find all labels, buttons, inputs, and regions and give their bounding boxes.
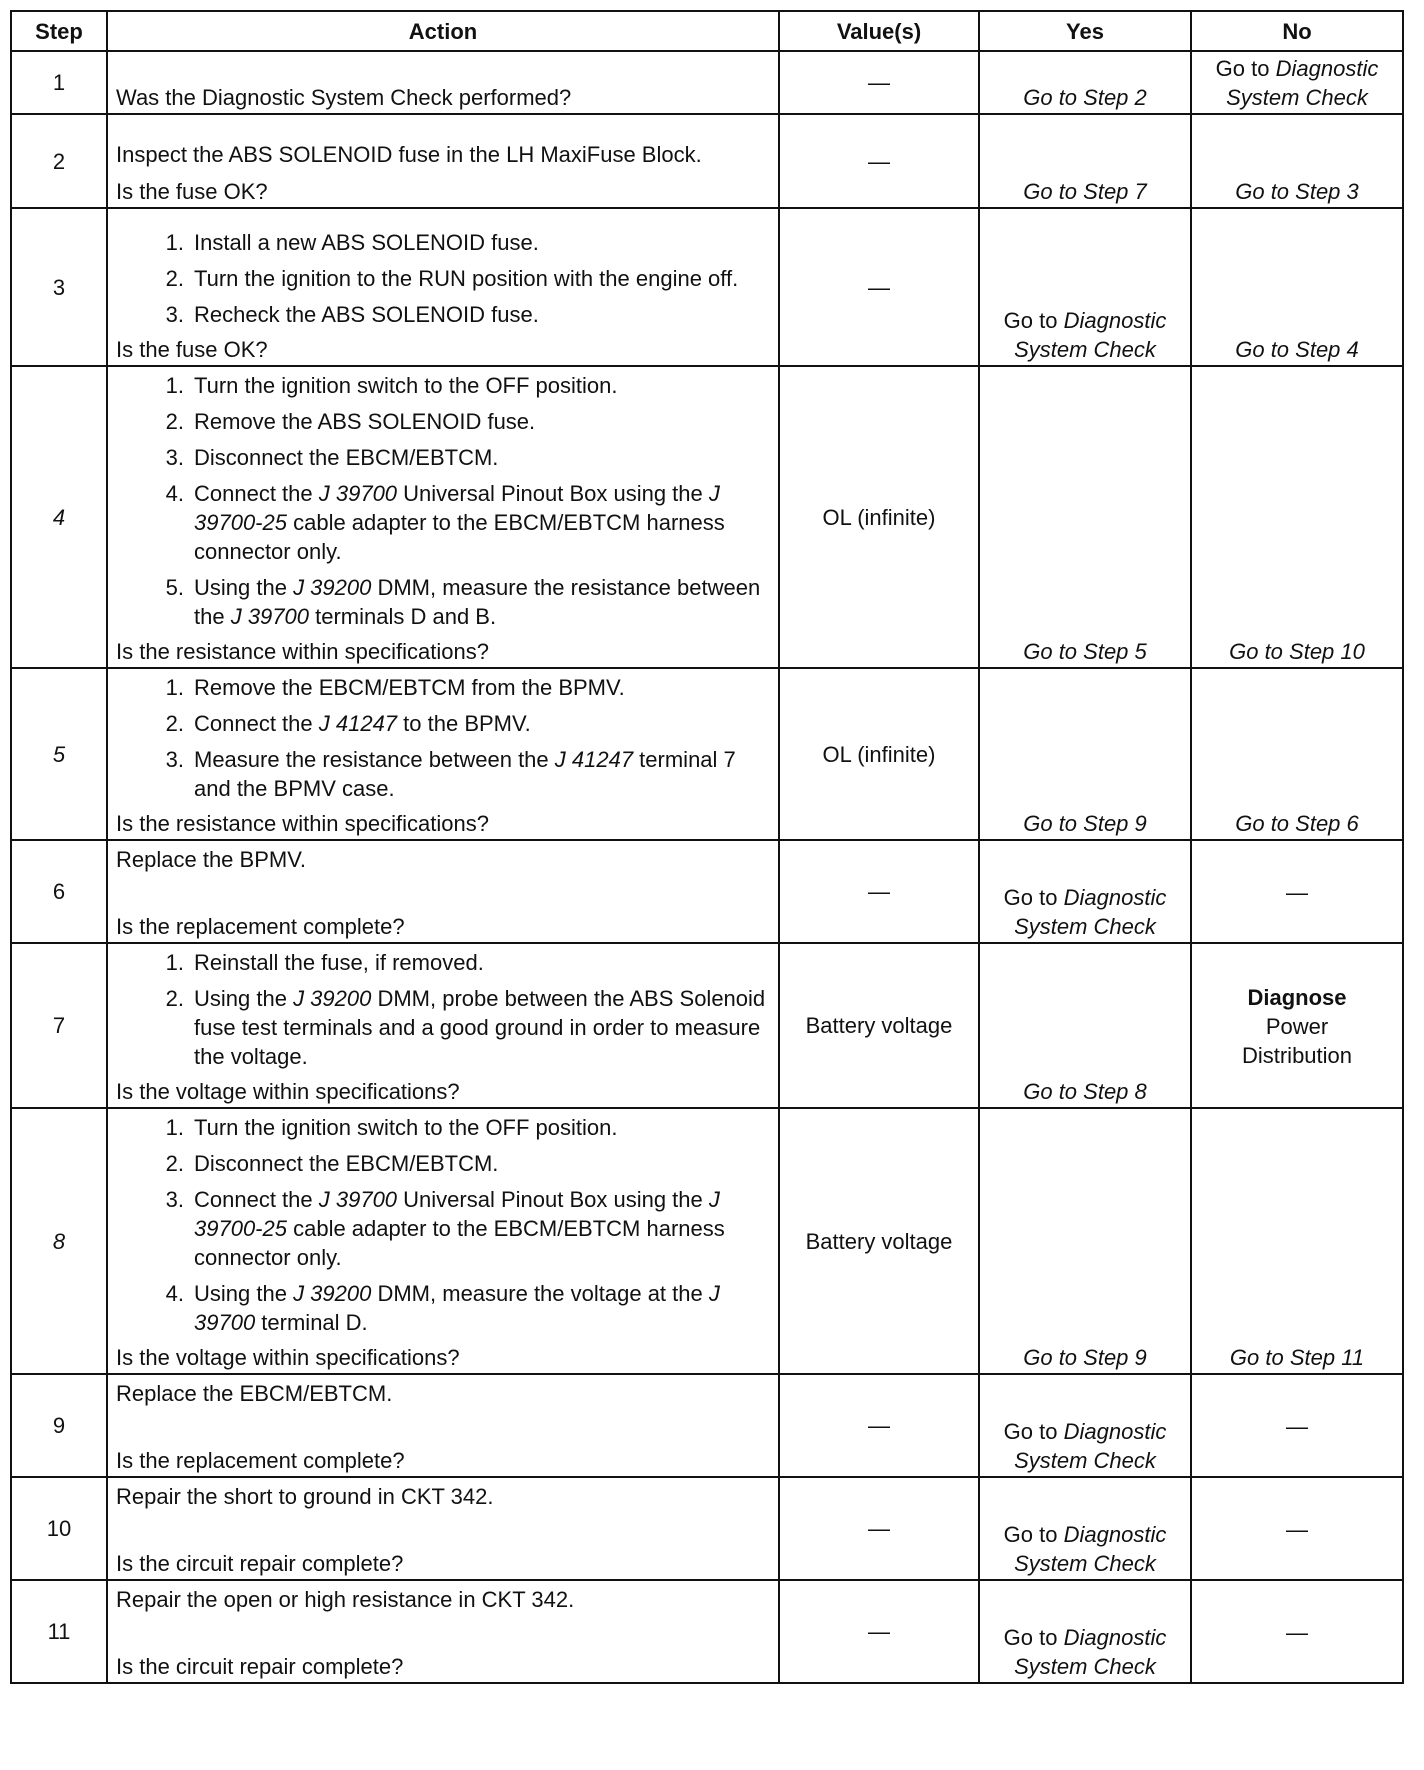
action-step-text [194,948,484,977]
yes-cell [979,114,1191,208]
no-cell [1191,114,1403,208]
action-step-item [142,948,770,977]
no-dash: — [1286,1619,1308,1645]
action-text-run: Disconnect the EBCM/EBTCM. [194,445,499,470]
action-step-item [142,300,770,329]
yes-cell [979,1374,1191,1477]
table-row [11,840,1403,943]
action-step-text [194,407,535,436]
action-question: Is the resistance within specifications? [116,811,489,836]
action-step-text [194,745,770,803]
table-row [11,1108,1403,1374]
no-cell [1191,1580,1403,1683]
action-step-number: 2. [165,409,184,434]
value-cell: Battery voltage [779,1108,979,1374]
action-step-text [194,228,539,257]
value-cell: — [779,1477,979,1580]
action-step-item [142,1113,770,1142]
header-row [11,11,1403,51]
action-text-run: Turn the ignition to the RUN position with the engine off. [194,266,739,291]
no-cell [1191,840,1403,943]
action-intro: Repair the short to ground in CKT 342. [116,1484,494,1509]
step-number: 6 [11,840,107,943]
action-step-item [142,1279,770,1337]
yes-go-to-step: Go to Step 9 [1023,1345,1147,1370]
action-question: Is the resistance within specifications? [116,639,489,664]
step-number: 4 [11,366,107,668]
no-cell [1191,1477,1403,1580]
action-step-text [194,984,770,1071]
action-step-item [142,264,770,293]
yes-nav-line [988,306,1182,335]
action-step-text [194,443,498,472]
action-step-number: 1. [165,1115,184,1140]
yes-go-to-step: Go to Step 7 [1023,179,1147,204]
nav-target-line2: System Check [1014,1448,1156,1473]
action-step-number: 1. [165,230,184,255]
action-text-run: Using the [194,575,294,600]
action-text-run: terminals D and B. [309,604,497,629]
no-dash: — [1286,879,1308,905]
no-instruction-line: Power [1265,1013,1329,1039]
tool-reference: J 39700-25 [194,481,720,535]
value-cell: — [779,1580,979,1683]
action-cell [107,1374,779,1477]
tool-reference: J 39700-25 [194,1187,720,1241]
action-step-item [142,745,770,803]
nav-prefix: Go to [1003,1625,1058,1650]
tool-reference: J 39200 [293,986,372,1011]
action-step-item [142,1185,770,1272]
table-row [11,943,1403,1108]
action-step-number: 1. [165,675,184,700]
nav-target-line2: System Check [1014,1551,1156,1576]
yes-go-to-step: Go to Step 8 [1023,1079,1147,1104]
action-step-text [194,300,539,329]
action-step-number: 3. [165,445,184,470]
action-question: Is the replacement complete? [116,1448,405,1473]
yes-nav-line [988,1417,1182,1446]
no-go-to-step: Go to Step 11 [1229,1345,1365,1370]
action-text-run: terminal D. [255,1310,368,1335]
action-steps-list [116,673,770,803]
action-step-item [142,673,770,702]
action-step-number: 2. [165,711,184,736]
step-number: 1 [11,51,107,114]
action-step-item [142,371,770,400]
step-number: 8 [11,1108,107,1374]
yes-go-to-step: Go to Step 5 [1023,639,1147,664]
yes-cell [979,943,1191,1108]
action-step-number: 3. [165,747,184,772]
nav-target: Diagnostic [1063,1522,1167,1547]
value-cell: — [779,51,979,114]
action-steps-list [116,948,770,1071]
yes-go-to-step: Go to Step 9 [1023,811,1147,836]
action-text-run: Disconnect the EBCM/EBTCM. [194,1151,499,1176]
yes-nav-line [988,883,1182,912]
no-cell [1191,1108,1403,1374]
value-cell: OL (infinite) [779,366,979,668]
action-step-text [194,1149,498,1178]
action-intro: Replace the BPMV. [116,847,306,872]
action-text-run: Universal Pinout Box using the [397,1187,709,1212]
action-steps-list [116,371,770,631]
tool-reference: J 39700 [230,604,309,629]
action-text-run: terminal 7 and the BPMV case. [194,747,736,801]
value-cell: OL (infinite) [779,668,979,840]
header-yes: Yes [979,11,1191,51]
action-text-run: Remove the ABS SOLENOID fuse. [194,409,536,434]
action-text-run: to the BPMV. [397,711,531,736]
table-row [11,51,1403,114]
yes-go-to-step: Go to Step 2 [1023,85,1147,110]
tool-reference: J 39700 [318,1187,398,1212]
table-body [11,51,1403,1683]
action-question: Is the voltage within specifications? [116,1079,460,1104]
no-dash: — [1286,1516,1308,1542]
action-step-number: 2. [165,1151,184,1176]
action-question: Is the circuit repair complete? [116,1654,404,1679]
action-text-run: Connect the [194,1187,319,1212]
action-steps-list [116,1113,770,1337]
action-cell [107,943,779,1108]
action-step-number: 3. [165,1187,184,1212]
action-text-run: cable adapter to the EBCM/EBTCM harness connector only. [194,510,725,564]
action-cell [107,1108,779,1374]
yes-cell [979,840,1191,943]
no-dash: — [1286,1413,1308,1439]
action-step-number: 2. [165,986,184,1011]
yes-cell [979,1580,1191,1683]
no-instruction-line: Distribution [1241,1042,1353,1068]
action-text-run: cable adapter to the EBCM/EBTCM harness connector only. [194,1216,725,1270]
action-text-run: Reinstall the fuse, if removed. [194,950,484,975]
no-go-to-step: Go to Step 6 [1235,811,1359,836]
table-row [11,668,1403,840]
nav-prefix: Go to [1003,1522,1058,1547]
action-intro: Inspect the ABS SOLENOID fuse in the LH MaxiFuse Block. [116,142,702,167]
no-nav-line [1200,54,1394,83]
diagnostic-table [10,10,1404,1684]
no-cell [1191,51,1403,114]
nav-target: Diagnostic [1275,56,1379,81]
nav-target-line2: System Check [1014,1654,1156,1679]
action-question: Is the replacement complete? [116,914,405,939]
no-go-to-step: Go to Step 3 [1235,179,1359,204]
action-text-run: Universal Pinout Box using the [397,481,709,506]
tool-reference: J 39200 [293,1281,372,1306]
action-step-text [194,479,770,566]
no-cell [1191,1374,1403,1477]
nav-target-line2: System Check [1014,337,1156,362]
table-row [11,114,1403,208]
action-question: Is the fuse OK? [116,179,268,204]
header-action: Action [107,11,779,51]
action-step-number: 1. [165,950,184,975]
action-cell [107,366,779,668]
action-step-text [194,673,625,702]
action-text-run: Recheck the ABS SOLENOID fuse. [194,302,539,327]
tool-reference: J 39700 [194,1281,720,1335]
action-step-item [142,984,770,1071]
action-step-item [142,479,770,566]
nav-prefix: Go to [1003,1419,1058,1444]
step-number: 9 [11,1374,107,1477]
yes-cell [979,1477,1191,1580]
step-number: 2 [11,114,107,208]
action-step-number: 5. [165,575,184,600]
nav-target-line2: System Check [1014,914,1156,939]
tool-reference: J 41247 [554,747,634,772]
step-number: 10 [11,1477,107,1580]
nav-target: Diagnostic [1063,885,1167,910]
action-step-item [142,407,770,436]
action-step-number: 1. [165,373,184,398]
yes-nav-line [988,1623,1182,1652]
action-text-run: Connect the [194,481,319,506]
action-step-item [142,1149,770,1178]
action-step-text [194,371,618,400]
action-text-run: Connect the [194,711,319,736]
action-question: Is the voltage within specifications? [116,1345,460,1370]
action-cell [107,840,779,943]
tool-reference: J 41247 [318,711,398,736]
action-step-text [194,1279,770,1337]
nav-target: Diagnostic [1063,1625,1167,1650]
action-text-run: Remove the EBCM/EBTCM from the BPMV. [194,675,625,700]
step-number: 3 [11,208,107,366]
no-cell [1191,668,1403,840]
action-question: Is the fuse OK? [116,337,268,362]
action-question: Was the Diagnostic System Check performed? [116,85,572,110]
action-step-text [194,1185,770,1272]
action-text-run: DMM, probe between the ABS Solenoid fuse test terminals and a good ground in order to measure the voltage. [194,986,766,1069]
action-cell [107,51,779,114]
no-cell [1191,943,1403,1108]
value-cell: — [779,840,979,943]
yes-cell [979,51,1191,114]
action-step-number: 4. [165,1281,184,1306]
action-text-run: DMM, measure the voltage at the [371,1281,709,1306]
action-intro: Repair the open or high resistance in CKT 342. [116,1587,575,1612]
nav-target: Diagnostic [1063,308,1167,333]
step-number: 5 [11,668,107,840]
yes-cell [979,1108,1191,1374]
step-number: 7 [11,943,107,1108]
yes-cell [979,366,1191,668]
step-number: 11 [11,1580,107,1683]
header-step: Step [11,11,107,51]
table-row [11,1477,1403,1580]
table-row [11,366,1403,668]
value-cell: Battery voltage [779,943,979,1108]
action-step-number: 3. [165,302,184,327]
yes-nav-line [988,1520,1182,1549]
no-cell [1191,366,1403,668]
action-text-run: Turn the ignition switch to the OFF position. [194,373,618,398]
table-row [11,1374,1403,1477]
action-text-run: DMM, measure the resistance between the [194,575,761,629]
action-text-run: Using the [194,986,294,1011]
action-step-text [194,1113,618,1142]
nav-prefix: Go to [1003,308,1058,333]
action-cell [107,208,779,366]
action-question: Is the circuit repair complete? [116,1551,404,1576]
action-cell [107,668,779,840]
action-step-item [142,709,770,738]
value-cell: — [779,208,979,366]
action-cell [107,1477,779,1580]
value-cell: — [779,1374,979,1477]
action-step-text [194,264,738,293]
yes-cell [979,208,1191,366]
tool-reference: J 39700 [318,481,398,506]
nav-target: Diagnostic [1063,1419,1167,1444]
nav-prefix: Go to [1215,56,1270,81]
header-no: No [1191,11,1403,51]
action-step-item [142,573,770,631]
action-step-number: 4. [165,481,184,506]
action-steps-list [116,228,770,329]
no-cell [1191,208,1403,366]
no-go-to-step: Go to Step 4 [1235,337,1359,362]
table-row [11,208,1403,366]
action-step-number: 2. [165,266,184,291]
action-step-text [194,709,531,738]
action-text-run: Using the [194,1281,294,1306]
action-step-item [142,228,770,257]
action-text-run: Turn the ignition switch to the OFF position. [194,1115,618,1140]
value-cell: — [779,114,979,208]
table-row [11,1580,1403,1683]
action-cell [107,114,779,208]
no-go-to-step: Go to Step 10 [1229,639,1365,664]
nav-prefix: Go to [1003,885,1058,910]
action-intro: Replace the EBCM/EBTCM. [116,1381,393,1406]
tool-reference: J 39200 [293,575,372,600]
action-step-text [194,573,770,631]
no-instruction-line: Diagnose [1247,984,1347,1010]
nav-target-line2: System Check [1226,85,1368,110]
action-text-run: Measure the resistance between the [194,747,555,772]
diagnostic-table-page [10,10,1402,1684]
yes-cell [979,668,1191,840]
action-text-run: Install a new ABS SOLENOID fuse. [194,230,539,255]
action-step-item [142,443,770,472]
action-cell [107,1580,779,1683]
header-values: Value(s) [779,11,979,51]
